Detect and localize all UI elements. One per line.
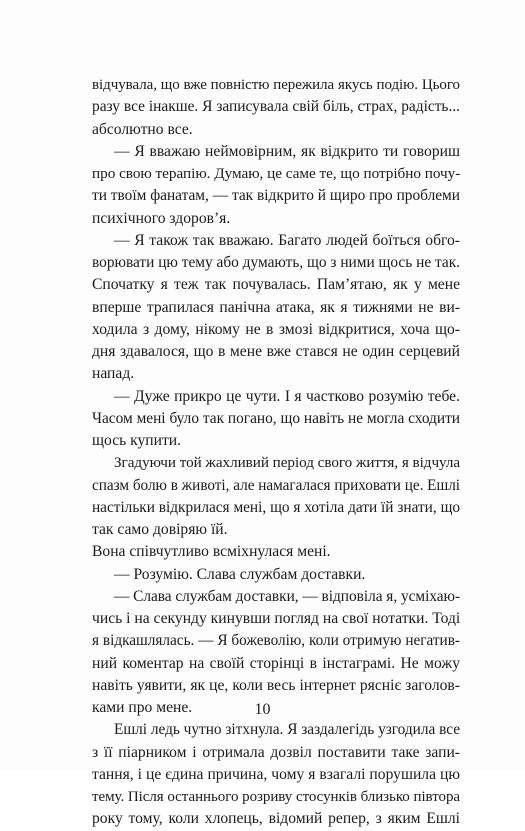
text-line: ний коментар на своїй сторінці в інстаграмі. Не можу (92, 654, 460, 672)
text-line: ти твоїм фанатам, — так відкрито й щиро про проблеми (92, 187, 460, 205)
text-line: разу все інакше. Я записувала свій біль, страх, радість... (92, 98, 460, 116)
text-line: Згадуючи той жахливий період свого життя, я відчула (114, 455, 461, 472)
text-line: дня здавалося, що в мене вже стався не один серцевий (92, 343, 460, 360)
text-line: вперше трапилася панічна атака, як я тижнями не ви- (92, 298, 460, 316)
text-line: навіть уявити, як це, коли весь інтернет рясніє заголов- (92, 676, 460, 694)
text-line: ворювати цю тему або думають, що з ними щось не так. (92, 254, 460, 271)
text-line: про свою терапію. Думаю, це саме те, що потрібно почу- (92, 165, 461, 182)
text-line: — Розумію. Слава службам доставки. (114, 565, 366, 583)
text-line: я відкашлялась. — Я божеволію, коли отримую негатив- (92, 632, 460, 650)
text-line: спазм болю в животі, але намагалася приховати це. Ешлі (92, 476, 460, 494)
text-line: ками про мене. (92, 699, 193, 716)
page-number: 10 (254, 701, 271, 718)
text-line: року тому, коли хлопець, відомий репер, з яким Ешлі (92, 810, 460, 828)
text-line: ходила з дому, нікому не в змозі відкритися, хоча що- (92, 320, 460, 338)
text-line: — Я також так вважаю. Багато людей боїться обго- (114, 231, 460, 249)
text-line: психічного здоров’я. (92, 209, 231, 227)
text-line: тему. Після останнього розриву стосунків близько півтора (92, 789, 460, 805)
text-line: тання, і це єдина причина, чому я взагалі порушила цю (92, 765, 460, 783)
text-line: настільки відкрилася мені, що я хотіла дати їй знати, що (92, 498, 460, 516)
text-line: щось купити. (92, 432, 182, 449)
text-line: — Слава службам доставки, — відповіла я, усміхаю- (114, 587, 461, 605)
text-line: Часом мені було так погано, що навіть не могла сходити (92, 409, 460, 427)
text-line: так само довіряю їй. (92, 521, 228, 538)
text-line: — Дуже прикро це чути. І я частково розумію тебе. (114, 387, 460, 405)
text-line: Вона співчутливо всміхнулася мені. (92, 543, 331, 561)
text-line: напад. (92, 365, 135, 383)
text-line: — Я вважаю неймовірним, як відкрито ти говориш (114, 142, 460, 160)
text-line: абсолютно все. (92, 120, 193, 138)
text-line: Ешлі ледь чутно зітхнула. Я заздалегідь узгодила все (114, 721, 460, 739)
text-line: з її піарником і отримала дозвіл поставити таке запи- (92, 743, 460, 761)
text-line: Спочатку я теж так почувалась. Пам’ятаю, як у мене (92, 276, 460, 294)
text-line: відчувала, що вже повністю пережила якусь подію. Цього (92, 77, 460, 93)
text-line: чись і на секунду кинувши погляд на свої нотатки. Тоді (92, 610, 461, 627)
